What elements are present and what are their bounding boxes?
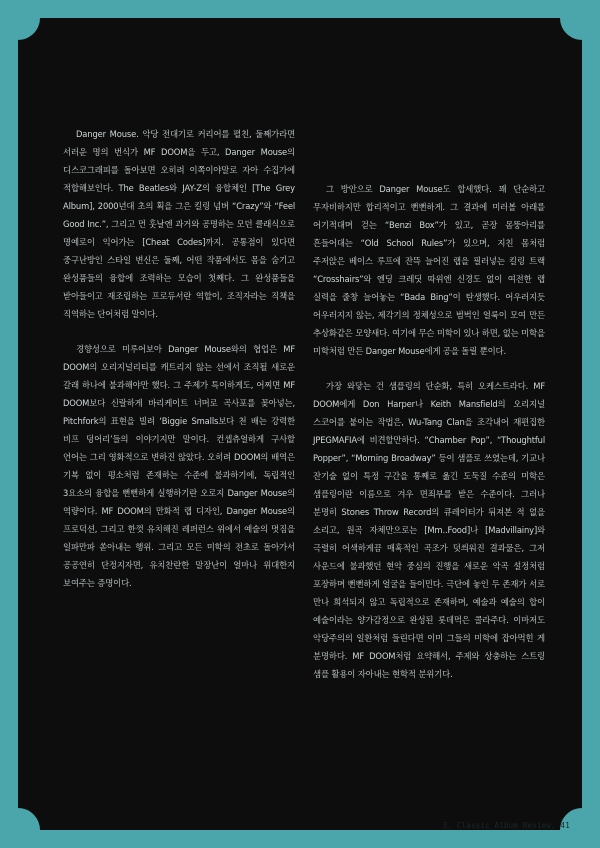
article-column-left: [63, 125, 295, 609]
paragraph: 그 방안으로 Danger Mouse도 합세했다. 꽤 단순하고 무자비하지만 합리적이고 뻔뻔하게. 그 결과에 미러볼 아래를 어기적대며 걷는 “Benzi Box”가 있고, 곧장 몸뚱아리를 흔들어대는 “Old School Rules”가 있으며, 지친 몸처럼 주저앉은 베이스 루프에 잔뜩 늘어진 랩을 필러넣는 킬링 트랙 “Crosshairs”와 엔딩 크레딧 따위엔 신경도 없이 여전한 랩 실력을 줄창 늘어놓는 “Bada Bing”이 탄생했다. 어우러지듯 어우러지지 않는, 제각기의 정체성으로 범벅인 얼룩이 모여 만든 추상화같은 모양새다. 여기에 무슨 미학이 있나 하면, 없는 미학을 미학처럼 만든 Danger Mouse에게 공을 돌릴 뿐이다.: [313, 184, 545, 356]
paragraph: 경향성으로 미루어보아 Danger Mouse와의 협업은 MF DOOM의 오리지널리티를 캐트리지 않는 선에서 조직될 새로운 갈래 하나에 불과해야만 했다. 그 주제가 특이하게도, 어찌면 MF DOOM보다 신랄하게 바리케이트 너머로 곡사포를 꽂아넣는, Pitchfork의 표현을 빌려 ‘Biggie Smalls보다 천 배는 강력한 비프 덩어리’들의 이야기지만 말이다. 컨셉츄얼하게 구사할 언어는 그리 영화적으로 변하진 않았다. 오히려 DOOM의 배역은 기복 없이 평소처럼 존재하는 수준에 불과하기에, 독립적인 3요소의 융합을 뻔뻔하게 실행하기란 오로지 Danger Mouse의 역량이다. MF DOOM의 만화적 랩 디자인, Danger Mouse의 프로덕션, 그리고 한껏 유치해진 레퍼런스 위에서 예술의 멋짐을 일파만파 쏟아내는 행위. 그리고 모든 미학의 전초로 돌아가서 공공연히 단정지자면, 유치찬란한 말장난이 얼마나 위대한지 보여주는 증명이다.: [63, 344, 295, 588]
article-column-right: [313, 180, 545, 700]
page-footer: 3. Classic Album Review, 41: [442, 821, 570, 830]
paragraph: 가장 와닿는 건 샘플링의 단순화, 특히 오케스트라다. MF DOOM에게 Don Harper나 Keith Mansfield의 오리지널 스코어를 붙이는 작법은, Wu-Tang Clan을 조각내어 재편집한 JPEGMAFIA에 비견할만하다. “Chamber Pop”, “Thoughtful Popper”, “Morning Broadway” 등이 샘플로 쓰였는데, 기교나 잔기술 없이 특정 구간을 통째로 옮긴 도둑질 수준의 미학은 샘플링이란 이름으로 겨우 면죄부를 받은 수준이다. 그러나 분명히 Stones Throw Record의 큐레이터가 뒤져본 적 없을 소리고, 원곡 자체만으로는 [Mm..Food]나 [Madvillainy]와 극렬히 어색하게끔 매혹적인 곡조가 덧씌워진 결과물은, 그저 사운드에 불과했던 현악 중심의 진행을 새로운 악곡 설정처럼 포장하며 뻔뻔하게 얼굴을 들이민다. 극단에 놓인 두 존재가 서로 만나 희석되지 않고 독립적으로 존재하며, 예술과 예술의 합이 예술이라는 양가감정으로 완성된 롯데먹은 콜라주다. 이마저도 악당주의의 일환처럼 들린다면 이미 그들의 미학에 잡아먹힌 게 분명하다. MF DOOM처럼 요약해서, 주제와 상충하는 스트링 샘플 활용이 자아내는 현학적 분위기다.: [313, 381, 545, 679]
paragraph: Danger Mouse. 악당 전대기로 커리어를 펼친, 둘째가라면 서러운 명의 번식가 MF DOOM을 두고, Danger Mouse의 디스코그래피를 돌아보면 오히려 이쪽이야말로 자아 수집가에 적합해보인다. The Beatles와 JAY-Z의 융합체인 [The Grey Album], 2000년대 초의 획을 그은 킬링 넘버 “Crazy”와 “Feel Good Inc.”, 그리고 먼 훗날엔 과거와 공명하는 모던 클래식으로 명예로이 익어가는 [Cheat Codes]까지. 공통점이 있다면 중구난방인 스타일 변신은 둘째, 어떤 작품에서도 몸을 숨기고 완성품들의 융합에 조력하는 모습이 첫째다. 그 완성품들을 받아들이고 재조립하는 프로듀서란 역할이, 조직자라는 직책을 직역하는 단어처럼 말이다.: [63, 129, 295, 319]
